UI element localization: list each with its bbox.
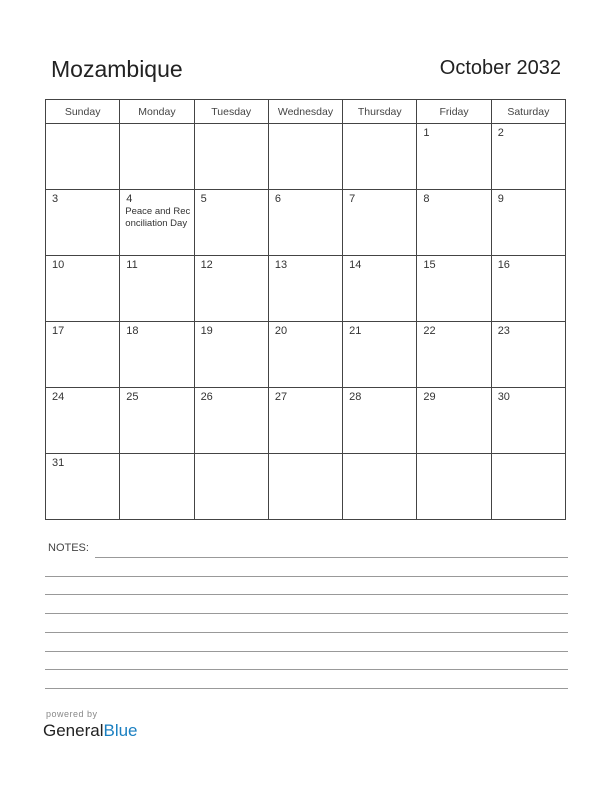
country-title: Mozambique bbox=[51, 56, 183, 82]
day-cell bbox=[491, 256, 565, 322]
day-number: 28 bbox=[349, 391, 362, 403]
day-number: 15 bbox=[423, 259, 436, 271]
note-line bbox=[45, 576, 568, 577]
day-number: 11 bbox=[126, 259, 138, 271]
day-number: 14 bbox=[349, 259, 362, 271]
weekday-header: Saturday bbox=[491, 100, 565, 124]
brand-blue: Blue bbox=[103, 721, 138, 740]
day-cell bbox=[120, 256, 194, 322]
day-number: 19 bbox=[200, 325, 213, 337]
day-cell bbox=[491, 388, 565, 454]
day-number: 22 bbox=[423, 325, 436, 337]
weekday-header: Monday bbox=[120, 100, 194, 124]
day-cell bbox=[46, 388, 120, 454]
weekday-header: Friday bbox=[417, 100, 491, 124]
month-year-title: October 2032 bbox=[439, 57, 561, 79]
day-cell bbox=[120, 190, 194, 256]
day-cell bbox=[46, 256, 120, 322]
note-line bbox=[95, 557, 568, 558]
day-cell-empty bbox=[46, 124, 120, 190]
day-number: 5 bbox=[200, 193, 207, 205]
notes-label: NOTES: bbox=[48, 542, 89, 554]
day-number: 3 bbox=[52, 193, 59, 205]
day-cell bbox=[417, 256, 491, 322]
day-cell bbox=[417, 388, 491, 454]
day-number: 26 bbox=[200, 391, 213, 403]
day-number: 27 bbox=[274, 391, 288, 403]
week-row bbox=[46, 454, 566, 520]
week-row bbox=[46, 322, 566, 388]
day-cell bbox=[491, 124, 565, 190]
day-number: 31 bbox=[52, 457, 65, 469]
day-number: 16 bbox=[497, 259, 510, 271]
day-cell bbox=[343, 322, 417, 388]
day-number: 8 bbox=[423, 193, 430, 205]
day-number: 6 bbox=[274, 193, 281, 205]
day-cell bbox=[343, 256, 417, 322]
day-number: 2 bbox=[497, 127, 504, 139]
day-cell bbox=[120, 388, 194, 454]
day-cell bbox=[194, 322, 268, 388]
day-number: 1 bbox=[423, 127, 430, 139]
week-row bbox=[46, 190, 566, 256]
day-cell bbox=[417, 124, 491, 190]
day-cell-empty bbox=[120, 454, 194, 520]
day-number: 30 bbox=[497, 391, 510, 403]
day-cell bbox=[417, 322, 491, 388]
day-cell bbox=[343, 190, 417, 256]
day-number: 23 bbox=[497, 325, 510, 337]
day-cell-empty bbox=[491, 454, 565, 520]
day-cell bbox=[268, 256, 342, 322]
note-line bbox=[45, 669, 568, 670]
day-number: 10 bbox=[52, 259, 65, 271]
weekday-header: Wednesday bbox=[268, 100, 342, 124]
day-cell bbox=[343, 388, 417, 454]
day-cell bbox=[46, 322, 120, 388]
weekday-header-row bbox=[46, 100, 566, 124]
brand-logo bbox=[43, 721, 138, 741]
day-cell-empty bbox=[268, 454, 342, 520]
day-cell bbox=[491, 190, 565, 256]
day-cell bbox=[194, 388, 268, 454]
day-cell bbox=[491, 322, 565, 388]
day-number: 20 bbox=[274, 325, 288, 337]
day-cell bbox=[46, 454, 120, 520]
week-row bbox=[46, 388, 566, 454]
weekday-header: Tuesday bbox=[194, 100, 268, 124]
day-number: 9 bbox=[497, 193, 504, 205]
day-number: 12 bbox=[200, 259, 213, 271]
calendar-grid bbox=[45, 99, 566, 520]
note-line bbox=[45, 688, 568, 689]
weekday-header: Thursday bbox=[343, 100, 417, 124]
day-number: 18 bbox=[126, 325, 139, 337]
day-cell bbox=[46, 190, 120, 256]
day-cell-empty bbox=[268, 124, 342, 190]
day-number: 17 bbox=[52, 325, 65, 337]
day-cell-empty bbox=[343, 124, 417, 190]
day-cell bbox=[417, 190, 491, 256]
brand-general: General bbox=[43, 721, 104, 740]
day-cell bbox=[194, 256, 268, 322]
note-line bbox=[45, 613, 568, 614]
day-cell bbox=[120, 322, 194, 388]
holiday-label: Peace and Reconciliation Day bbox=[125, 206, 191, 229]
note-line bbox=[45, 651, 568, 652]
week-row bbox=[46, 124, 566, 190]
day-number: 13 bbox=[274, 259, 288, 271]
day-cell-empty bbox=[120, 124, 194, 190]
weekday-header: Sunday bbox=[46, 100, 120, 124]
day-number: 25 bbox=[126, 391, 139, 403]
note-line bbox=[45, 632, 568, 633]
day-cell bbox=[268, 322, 342, 388]
powered-by-text: powered by bbox=[46, 709, 98, 719]
day-cell-empty bbox=[194, 124, 268, 190]
day-number: 4 bbox=[126, 193, 133, 205]
day-cell bbox=[194, 190, 268, 256]
day-cell-empty bbox=[194, 454, 268, 520]
day-number: 21 bbox=[349, 325, 362, 337]
day-cell-empty bbox=[417, 454, 491, 520]
day-number: 7 bbox=[349, 193, 356, 205]
day-cell bbox=[268, 190, 342, 256]
day-number: 24 bbox=[52, 391, 65, 403]
day-number: 29 bbox=[423, 391, 436, 403]
day-cell-empty bbox=[343, 454, 417, 520]
note-line bbox=[45, 594, 568, 595]
week-row bbox=[46, 256, 566, 322]
day-cell bbox=[268, 388, 342, 454]
